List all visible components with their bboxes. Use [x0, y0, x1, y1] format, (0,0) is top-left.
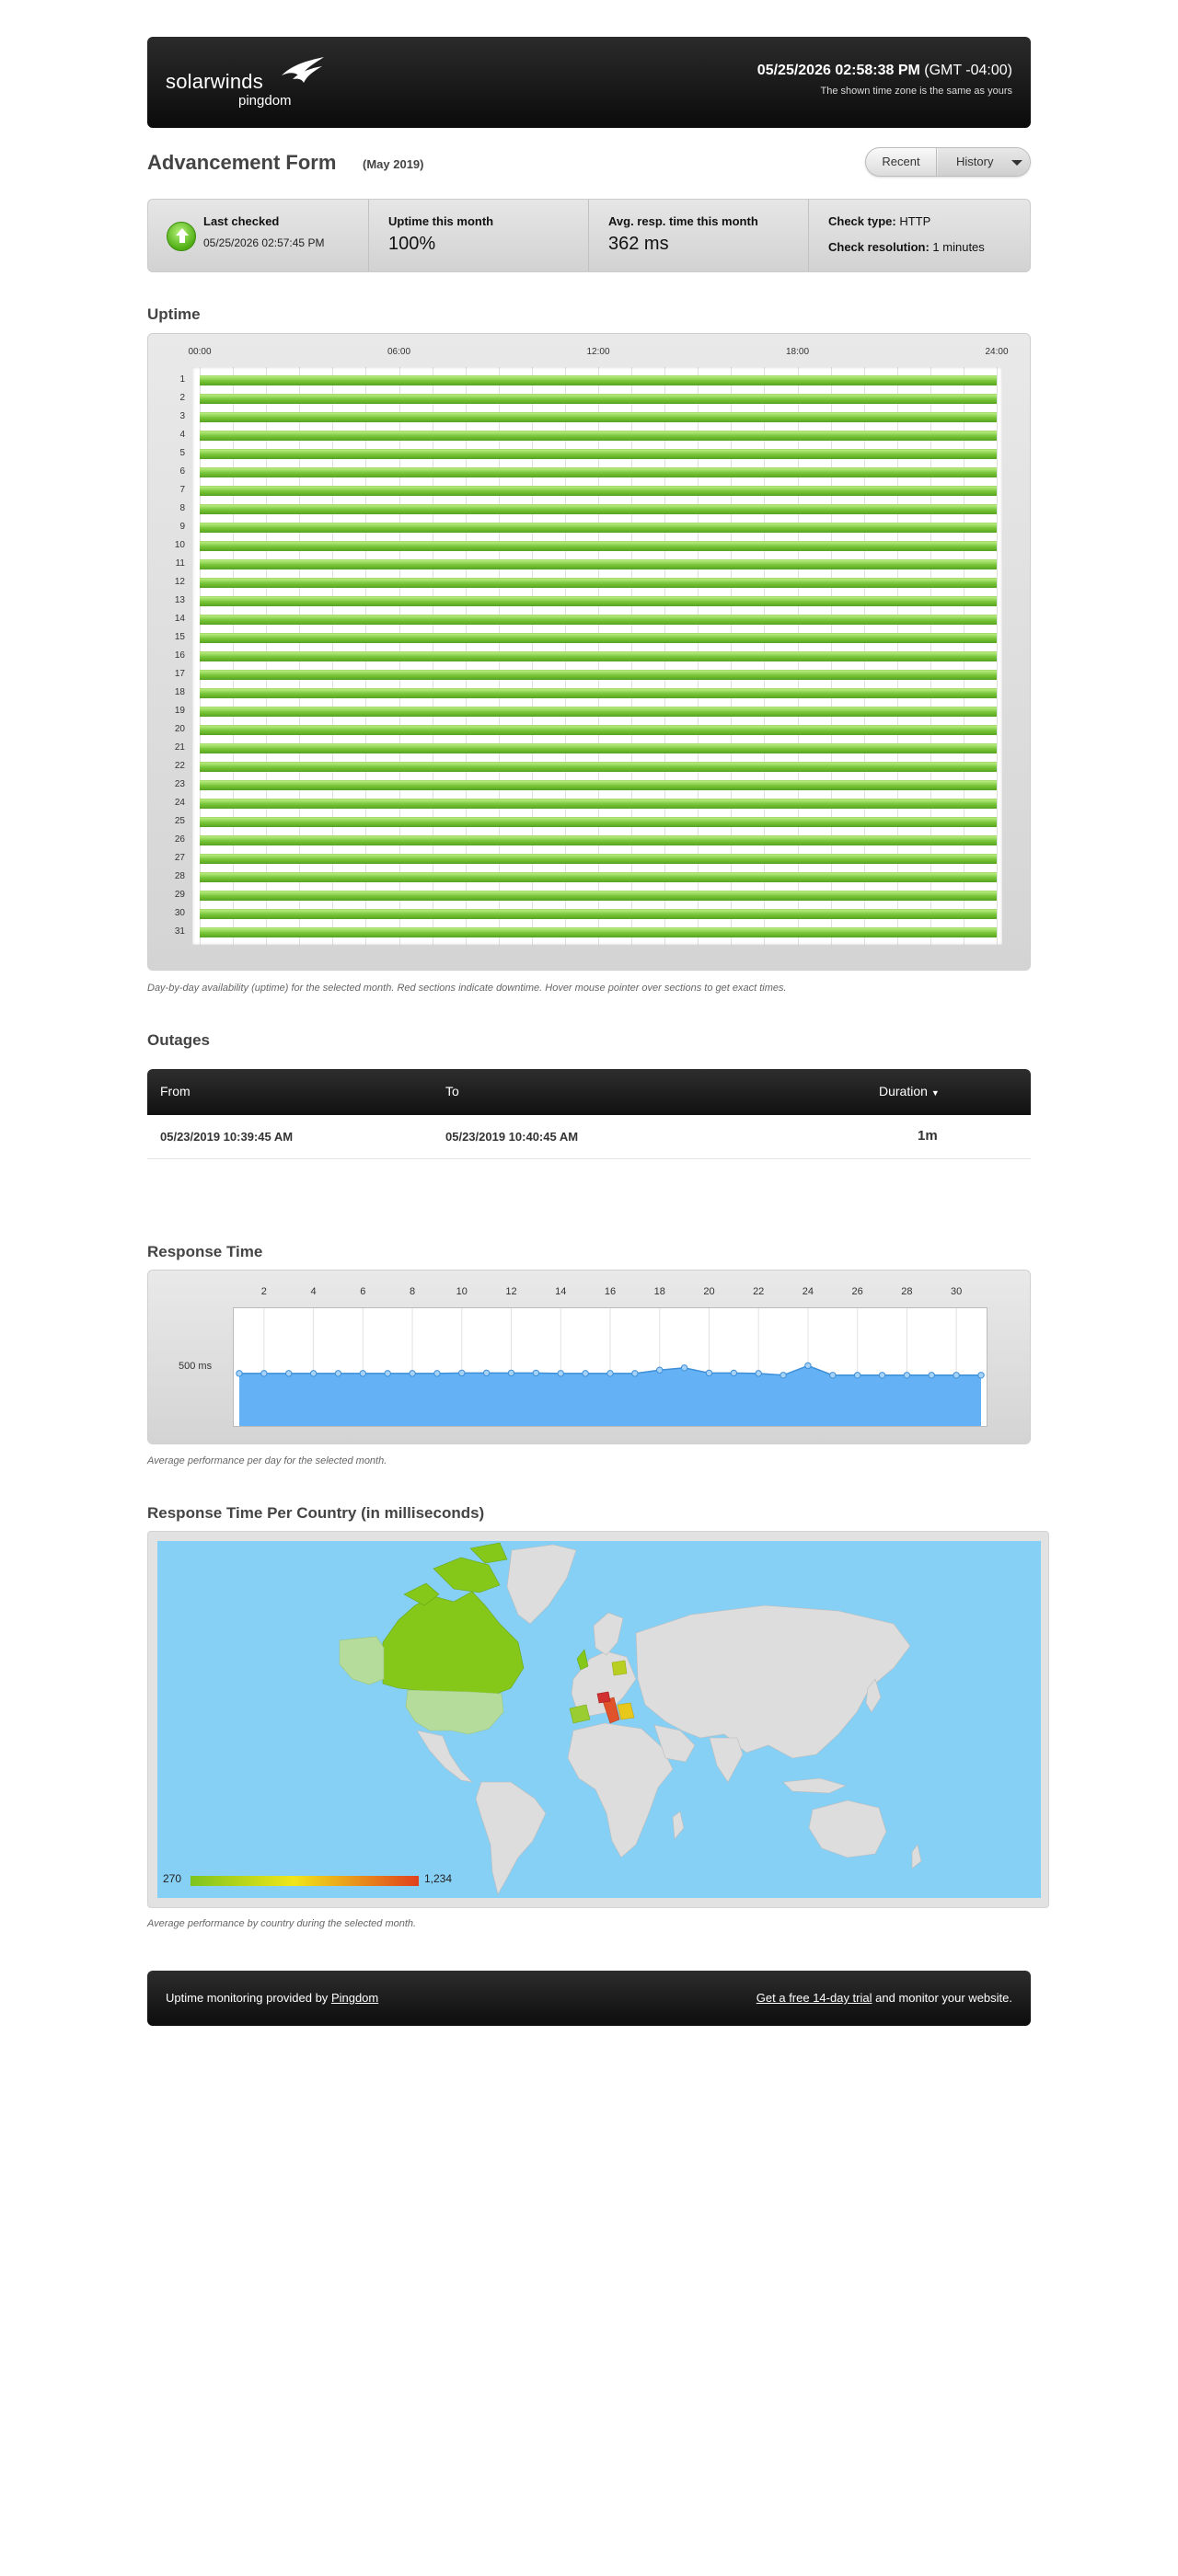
- uptime-day-label: 27: [174, 853, 185, 863]
- uptime-hour-tick: 24:00: [985, 347, 1009, 357]
- response-point[interactable]: [830, 1373, 836, 1378]
- check-type-value: HTTP: [899, 214, 931, 228]
- response-day-tick: 28: [901, 1286, 913, 1297]
- world-map[interactable]: [157, 1541, 1041, 1898]
- response-point[interactable]: [533, 1370, 538, 1375]
- uptime-day-bar[interactable]: [200, 633, 997, 643]
- uptime-day-bar[interactable]: [200, 891, 997, 901]
- map-romania: [597, 1692, 610, 1703]
- uptime-day-bar[interactable]: [200, 596, 997, 606]
- check-resolution-label: Check resolution:: [828, 240, 930, 254]
- uptime-day-bar[interactable]: [200, 743, 997, 753]
- timezone-value: (GMT -04:00): [924, 63, 1012, 78]
- last-checked-label: Last checked: [203, 214, 280, 228]
- uptime-day-bar[interactable]: [200, 725, 997, 735]
- uptime-hour-tick: 06:00: [387, 347, 411, 357]
- response-point[interactable]: [632, 1371, 638, 1376]
- map-poland: [612, 1661, 627, 1675]
- map-canada-islands: [404, 1543, 507, 1605]
- response-day-tick: 8: [410, 1286, 416, 1297]
- footer-right-text: and monitor your website.: [875, 1991, 1012, 2005]
- uptime-day-bar[interactable]: [200, 817, 997, 827]
- uptime-day-label: 13: [174, 595, 185, 605]
- response-point[interactable]: [261, 1371, 267, 1376]
- response-point[interactable]: [879, 1373, 884, 1378]
- datetime-value: 05/25/2026 02:58:38 PM: [756, 63, 920, 78]
- response-point[interactable]: [483, 1370, 489, 1375]
- uptime-panel: [147, 333, 1031, 971]
- map-balkans: [618, 1703, 634, 1719]
- response-day-tick: 16: [604, 1286, 617, 1297]
- footer-right: [756, 1991, 1012, 2005]
- outages-table-header: [147, 1069, 1031, 1115]
- uptime-day-label: 8: [179, 503, 185, 513]
- uptime-day-label: 6: [179, 466, 185, 477]
- map-uk: [577, 1650, 588, 1670]
- response-y-label: 500 ms: [179, 1361, 213, 1372]
- map-india: [710, 1738, 743, 1782]
- uptime-day-bar[interactable]: [200, 486, 997, 496]
- response-day-tick: 18: [653, 1286, 665, 1297]
- uptime-gridline: [997, 367, 998, 945]
- uptime-day-label: 21: [174, 742, 185, 753]
- response-time-svg: [234, 1308, 987, 1426]
- uptime-day-bar[interactable]: [200, 799, 997, 809]
- legend-max: 1,234: [424, 1872, 453, 1885]
- response-panel: [147, 1270, 1031, 1444]
- legend-gradient: [191, 1876, 419, 1886]
- uptime-day-bar[interactable]: [200, 615, 997, 625]
- uptime-day-bar[interactable]: [200, 449, 997, 459]
- status-up-icon: [167, 222, 196, 251]
- uptime-day-label: 31: [174, 926, 185, 937]
- uptime-day-label: 3: [179, 411, 185, 421]
- response-point[interactable]: [780, 1373, 786, 1378]
- uptime-day-label: 7: [179, 485, 185, 495]
- map-greenland: [507, 1545, 576, 1624]
- uptime-day-label: 10: [174, 540, 185, 550]
- last-checked-value: 05/25/2026 02:57:45 PM: [203, 236, 325, 249]
- logo-text: solarwinds: [166, 70, 263, 93]
- uptime-caption: Day-by-day availability (uptime) for the selected month. Red sections indicate downtime. Hover mouse pointer over sections to get exact times.: [147, 983, 787, 994]
- uptime-day-label: 24: [174, 798, 185, 808]
- response-point[interactable]: [805, 1363, 811, 1368]
- uptime-day-label: 23: [174, 779, 185, 789]
- uptime-hour-tick: 12:00: [586, 347, 610, 357]
- response-day-tick: 24: [802, 1286, 814, 1297]
- response-point[interactable]: [904, 1373, 909, 1378]
- uptime-day-bar[interactable]: [200, 762, 997, 772]
- column-duration-label: Duration: [879, 1084, 928, 1098]
- map-madagascar: [673, 1811, 684, 1839]
- stat-check-info: [808, 200, 1030, 271]
- page-header: [147, 37, 1031, 128]
- uptime-day-label: 4: [179, 430, 185, 440]
- outages-heading: Outages: [147, 1031, 211, 1049]
- response-point[interactable]: [953, 1373, 959, 1378]
- stats-panel: [147, 199, 1031, 272]
- page-title: Advancement Form: [147, 151, 337, 174]
- map-spain: [570, 1705, 590, 1723]
- country-caption: Average performance by country during the selected month.: [147, 1918, 417, 1929]
- map-mexico: [417, 1731, 472, 1782]
- uptime-day-label: 14: [174, 614, 185, 624]
- uptime-day-bar[interactable]: [200, 578, 997, 588]
- uptime-day-label: 12: [174, 577, 185, 587]
- response-point[interactable]: [681, 1365, 687, 1371]
- uptime-day-label: 15: [174, 632, 185, 642]
- uptime-day-label: 19: [174, 706, 185, 716]
- uptime-day-bar[interactable]: [200, 559, 997, 569]
- uptime-day-bar[interactable]: [200, 872, 997, 882]
- uptime-day-label: 17: [174, 669, 185, 679]
- uptime-day-bar[interactable]: [200, 909, 997, 919]
- uptime-day-bar[interactable]: [200, 707, 997, 717]
- uptime-day-bar[interactable]: [200, 670, 997, 680]
- response-day-tick: 14: [555, 1286, 567, 1297]
- response-time-chart[interactable]: [233, 1307, 987, 1427]
- avg-response-value: 362 ms: [608, 234, 669, 254]
- world-map-svg: [157, 1541, 1041, 1898]
- uptime-day-bar[interactable]: [200, 651, 997, 661]
- uptime-day-bar[interactable]: [200, 854, 997, 864]
- response-point[interactable]: [434, 1371, 440, 1376]
- uptime-day-bar[interactable]: [200, 688, 997, 698]
- response-point[interactable]: [657, 1367, 663, 1373]
- response-point[interactable]: [929, 1373, 934, 1378]
- free-trial-link[interactable]: Get a free 14-day trial: [756, 1991, 872, 2005]
- uptime-day-bar[interactable]: [200, 927, 997, 937]
- check-resolution: [828, 240, 1030, 254]
- response-day-tick: 10: [456, 1286, 468, 1297]
- title-row: [147, 147, 1031, 178]
- column-to[interactable]: To: [445, 1084, 459, 1098]
- map-australia: [809, 1800, 886, 1857]
- map-south-america: [476, 1782, 546, 1894]
- uptime-hour-tick: 00:00: [188, 347, 212, 357]
- column-duration[interactable]: [879, 1084, 940, 1098]
- table-row[interactable]: [147, 1115, 1031, 1159]
- current-datetime: [757, 63, 1012, 79]
- response-day-tick: 6: [360, 1286, 366, 1297]
- map-alaska: [340, 1637, 384, 1685]
- check-resolution-value: 1 minutes: [932, 240, 985, 254]
- response-day-tick: 12: [505, 1286, 517, 1297]
- response-day-tick: 4: [310, 1286, 317, 1297]
- map-scandinavia: [594, 1613, 623, 1655]
- uptime-day-bar[interactable]: [200, 375, 997, 385]
- uptime-day-bar[interactable]: [200, 412, 997, 422]
- response-point[interactable]: [459, 1370, 465, 1375]
- legend-min: 270: [163, 1872, 182, 1885]
- outage-duration: 1m: [918, 1128, 938, 1144]
- outage-from: 05/23/2019 10:39:45 AM: [160, 1130, 294, 1144]
- stat-avg-response: [588, 200, 808, 271]
- pingdom-link[interactable]: Pingdom: [330, 1991, 379, 2005]
- country-map-panel: [147, 1531, 1049, 1908]
- chevron-down-icon[interactable]: [1011, 160, 1022, 166]
- response-day-tick: 30: [951, 1286, 963, 1297]
- map-usa: [406, 1690, 503, 1734]
- uptime-day-label: 26: [174, 834, 185, 845]
- uptime-day-label: 28: [174, 871, 185, 881]
- response-point[interactable]: [335, 1371, 341, 1376]
- page-period: (May 2019): [363, 157, 424, 171]
- response-point[interactable]: [360, 1371, 365, 1376]
- uptime-day-label: 29: [174, 890, 185, 900]
- uptime-day-bar[interactable]: [200, 467, 997, 477]
- response-heading: Response Time: [147, 1243, 263, 1260]
- response-day-tick: 22: [753, 1286, 765, 1297]
- uptime-day-label: 16: [174, 650, 185, 661]
- view-switcher: [865, 147, 1031, 177]
- response-point[interactable]: [385, 1371, 390, 1376]
- response-point[interactable]: [583, 1371, 588, 1376]
- solarwinds-pingdom-logo[interactable]: [166, 55, 322, 110]
- uptime-day-label: 25: [174, 816, 185, 826]
- response-point[interactable]: [237, 1371, 242, 1376]
- page-footer: [147, 1971, 1031, 2026]
- map-indonesia: [783, 1778, 846, 1793]
- uptime-hour-tick: 18:00: [785, 347, 810, 357]
- response-point[interactable]: [410, 1371, 415, 1376]
- response-point[interactable]: [978, 1373, 984, 1378]
- stat-last-checked: [148, 200, 368, 271]
- tab-history[interactable]: [938, 148, 1031, 176]
- uptime-day-label: 30: [174, 908, 185, 918]
- uptime-day-bar[interactable]: [200, 431, 997, 441]
- response-point[interactable]: [706, 1370, 711, 1375]
- footer-left: [166, 1991, 378, 2005]
- uptime-day-label: 18: [174, 687, 185, 697]
- response-point[interactable]: [731, 1370, 736, 1375]
- uptime-value: 100%: [388, 234, 436, 254]
- map-canada: [383, 1592, 524, 1696]
- uptime-day-label: 20: [174, 724, 185, 734]
- response-point[interactable]: [508, 1370, 514, 1375]
- response-point[interactable]: [854, 1373, 860, 1378]
- uptime-day-bar[interactable]: [200, 780, 997, 790]
- uptime-day-bar[interactable]: [200, 523, 997, 533]
- avg-response-label: Avg. resp. time this month: [608, 214, 758, 228]
- timezone-note: The shown time zone is the same as yours: [820, 86, 1012, 97]
- footer-left-text: Uptime monitoring provided by: [166, 1991, 329, 2005]
- check-type: [828, 214, 1030, 228]
- response-caption: Average performance per day for the selected month.: [147, 1455, 387, 1466]
- response-point[interactable]: [607, 1371, 613, 1376]
- stat-uptime: [368, 200, 588, 271]
- column-from[interactable]: From: [160, 1084, 191, 1098]
- response-point[interactable]: [756, 1371, 761, 1376]
- map-africa: [568, 1723, 673, 1857]
- uptime-day-label: 9: [179, 522, 185, 532]
- tab-recent[interactable]: Recent: [866, 148, 937, 176]
- uptime-day-label: 5: [179, 448, 185, 458]
- uptime-day-label: 2: [179, 393, 185, 403]
- uptime-day-label: 22: [174, 761, 185, 771]
- country-heading: Response Time Per Country (in milliseconds): [147, 1504, 485, 1522]
- uptime-day-bar[interactable]: [200, 835, 997, 845]
- tab-history-label: History: [956, 155, 994, 168]
- uptime-label: Uptime this month: [388, 214, 494, 228]
- uptime-day-bar[interactable]: [200, 541, 997, 551]
- response-point[interactable]: [558, 1371, 563, 1376]
- response-day-tick: 20: [703, 1286, 715, 1297]
- uptime-day-bar[interactable]: [200, 504, 997, 514]
- response-point[interactable]: [286, 1371, 292, 1376]
- bird-logo-icon: [280, 55, 326, 92]
- uptime-day-label: 1: [179, 374, 185, 385]
- logo-subtext: pingdom: [238, 93, 292, 109]
- outage-to: 05/23/2019 10:40:45 AM: [445, 1130, 579, 1144]
- response-point[interactable]: [310, 1371, 316, 1376]
- uptime-heading: Uptime: [147, 305, 201, 323]
- uptime-day-bar[interactable]: [200, 394, 997, 404]
- outages-table: [147, 1069, 1031, 1161]
- response-day-tick: 26: [851, 1286, 863, 1297]
- uptime-day-label: 11: [175, 558, 185, 569]
- map-new-zealand: [912, 1845, 921, 1869]
- response-day-tick: 2: [260, 1286, 267, 1297]
- sort-desc-icon: ▼: [930, 1088, 940, 1098]
- check-type-label: Check type:: [828, 214, 896, 228]
